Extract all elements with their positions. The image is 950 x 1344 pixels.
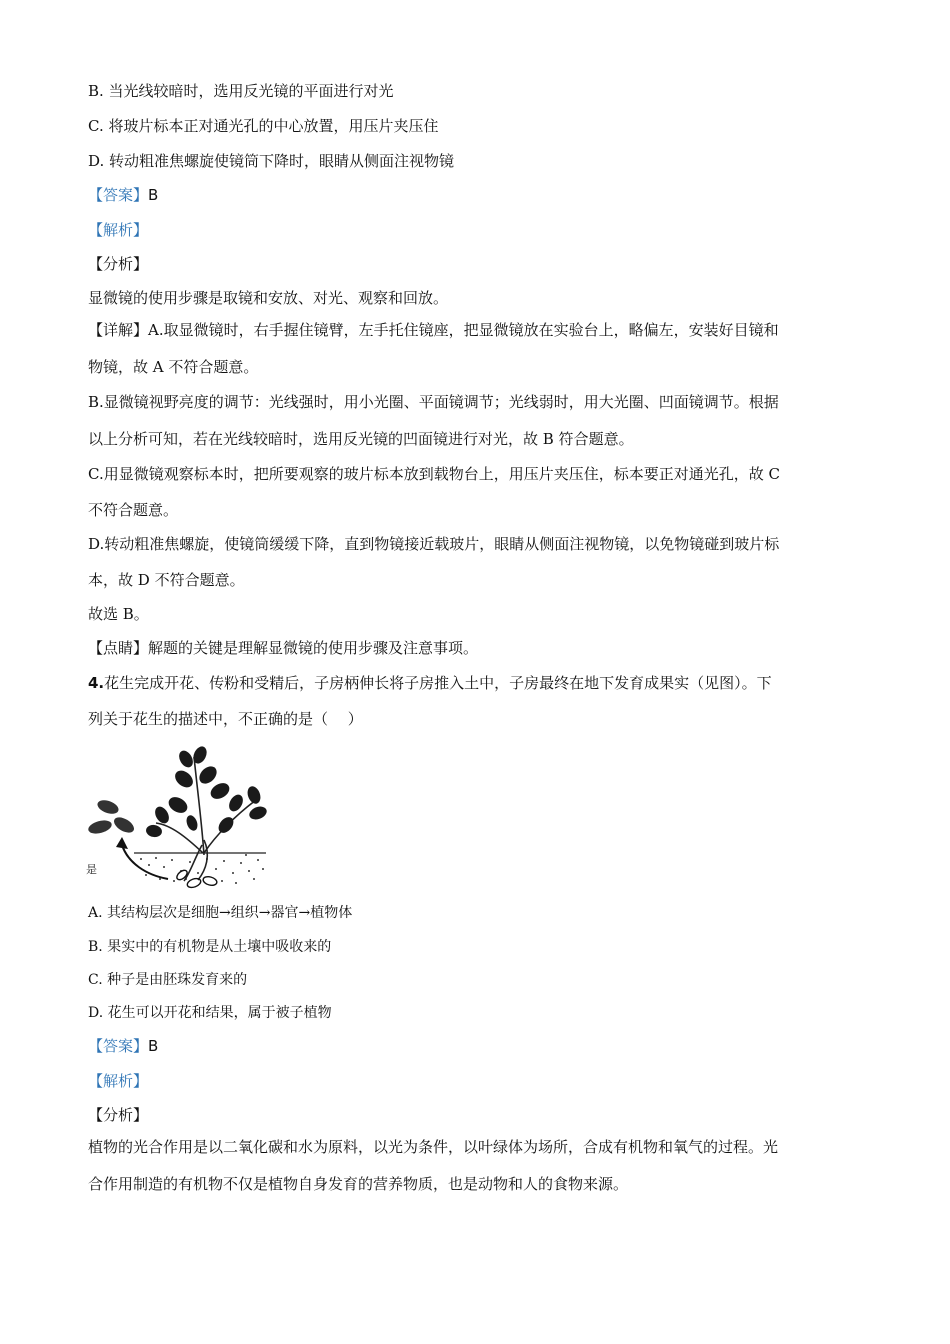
q4-stem-text: 花生完成开花、传粉和受精后，子房柄伸长将子房推入土中，子房最终在地下发育成果实（见图）。下 bbox=[104, 674, 772, 692]
detail-a-text: A.取显微镜时，右手握住镜臂，左手托住镜座，把显微镜放在实验台上，略偏左，安装好目镜和 bbox=[148, 321, 779, 339]
q3-analysis: 显微镜的使用步骤是取镜和安放、对光、观察和回放。 bbox=[88, 289, 449, 307]
answer-tag: 【答案】 bbox=[88, 1037, 149, 1055]
figure-label: 是 bbox=[86, 863, 97, 876]
q3-option-d: D. 转动粗准焦螺旋使镜筒下降时，眼睛从侧面注视物镜 bbox=[88, 152, 455, 170]
q3-detail-d-2: 本，故 D 不符合题意。 bbox=[88, 571, 245, 589]
q3-detail-a-2: 物镜，故 A 不符合题意。 bbox=[88, 358, 259, 376]
q3-jiexi-tag: 【解析】 bbox=[88, 221, 149, 239]
q4-answer bbox=[88, 1036, 158, 1056]
answer-value: B bbox=[148, 186, 159, 204]
q4-stem-2: 列关于花生的描述中，不正确的是（ ） bbox=[88, 710, 363, 728]
q4-stem-1 bbox=[88, 673, 772, 693]
q3-detail-b-1: B.显微镜视野亮度的调节：光线强时，用小光圈、平面镜调节；光线弱时，用大光圈、凹面镜调节。根据 bbox=[88, 393, 779, 411]
q3-detail-d-1: D.转动粗准焦螺旋，使镜筒缓缓下降，直到物镜接近载玻片，眼睛从侧面注视物镜，以免物镜碰到玻片标 bbox=[88, 535, 780, 553]
q4-fenxi-tag: 【分析】 bbox=[88, 1106, 149, 1124]
q3-detail-a-1 bbox=[88, 320, 779, 340]
q3-detail-b-2: 以上分析可知，若在光线较暗时，选用反光镜的凹面镜进行对光，故 B 符合题意。 bbox=[88, 430, 634, 448]
q4-option-c: C. 种子是由胚珠发育来的 bbox=[88, 972, 248, 988]
detail-tag: 【详解】 bbox=[88, 321, 149, 339]
q3-option-b: B. 当光线较暗时，选用反光镜的平面进行对光 bbox=[88, 82, 394, 100]
q3-choose: 故选 B。 bbox=[88, 605, 149, 623]
peanut-pods bbox=[175, 868, 218, 889]
answer-tag: 【答案】 bbox=[88, 186, 149, 204]
q4-option-b: B. 果实中的有机物是从土壤中吸收来的 bbox=[88, 939, 332, 955]
q4-analysis-2: 合作用制造的有机物不仅是植物自身发育的营养物质，也是动物和人的食物来源。 bbox=[88, 1175, 629, 1193]
q3-detail-c-2: 不符合题意。 bbox=[88, 501, 179, 519]
q3-answer bbox=[88, 185, 158, 205]
q4-jiexi-tag: 【解析】 bbox=[88, 1072, 149, 1090]
q4-analysis-1: 植物的光合作用是以二氧化碳和水为原料，以光为条件，以叶绿体为场所，合成有机物和氧气的过程。光 bbox=[88, 1138, 779, 1156]
q3-point: 【点睛】解题的关键是理解显微镜的使用步骤及注意事项。 bbox=[88, 639, 479, 657]
harvested-peanuts bbox=[87, 798, 137, 836]
q4-option-a: A. 其结构层次是细胞→组织→器官→植物体 bbox=[88, 905, 353, 921]
answer-value: B bbox=[148, 1037, 159, 1055]
q4-option-d: D. 花生可以开花和结果，属于被子植物 bbox=[88, 1005, 332, 1021]
q3-detail-c-1: C.用显微镜观察标本时，把所要观察的玻片标本放到载物台上，用压片夹压住，标本要正对通光孔，故 C bbox=[88, 465, 780, 483]
peanut-plant-figure bbox=[86, 745, 271, 890]
q3-option-c: C. 将玻片标本正对通光孔的中心放置，用压片夹压住 bbox=[88, 117, 439, 135]
arrow-icon bbox=[116, 837, 168, 879]
q4-number: 4. bbox=[88, 674, 105, 692]
q3-fenxi-tag: 【分析】 bbox=[88, 255, 149, 273]
